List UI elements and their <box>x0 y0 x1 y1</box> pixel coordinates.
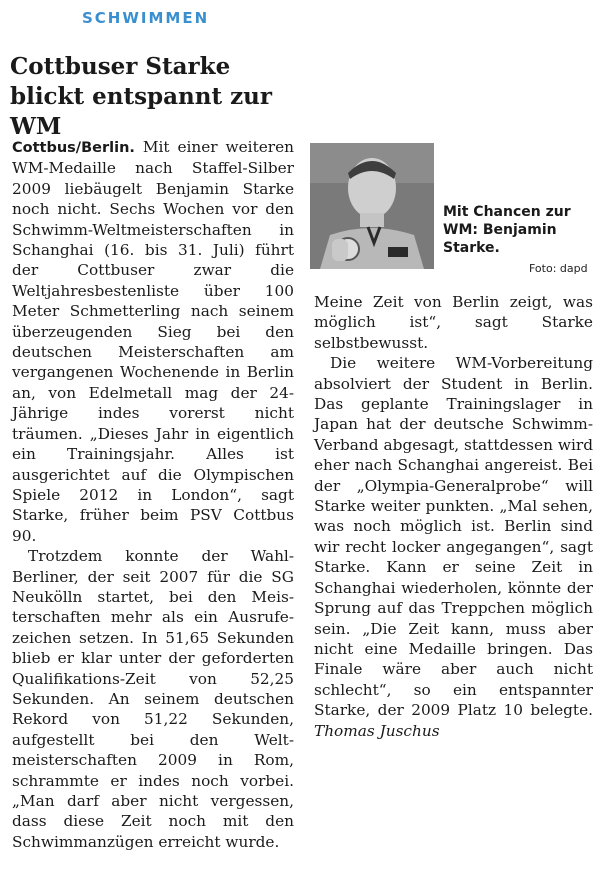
swimmer-photo <box>310 143 434 269</box>
swimmer-photo-image <box>310 143 434 269</box>
photo-caption: Mit Chancen zur WM: Benjamin Starke. <box>443 204 571 256</box>
article-paragraph-3 <box>314 353 593 741</box>
paragraph-3-text: Die weitere WM-Vorbereitung absolviert der Student in Berlin. Das geplante Trainingslager in Japan hat der deutsche Schwimm-Verband abgesagt, stattdessen wird eher nach Schanghai angereist. Bei der „Olympia-Generalprobe“ will Starke weiter punkten. „Mal sehen, was noch möglich ist. Berlin sind wir recht locker angegangen“, sagt Starke. Kann er seine Zeit in Schanghai wiederholen, könnte der Sprung auf das Treppchen möglich sein. „Die Zeit kann, muss aber nicht eine Medaille bringen. Das Finale wäre aber auch nicht schlecht“, so ein entspannter Starke, der 2009 Platz 10 belegte. <box>314 354 593 720</box>
headline: Cottbuser Starke blickt entspannt zur WM <box>10 53 273 140</box>
photo-credit: Foto: dapd <box>529 262 588 275</box>
article-paragraph-2: Trotzdem konnte der Wahl-Berliner, der seit 2007 für die SG Neukölln startet, bei den Meisterschaften mehr als ein Ausrufezeichen setzen. In 51,65 Sekunden blieb er klar unter der geforderten Qualifikations-Zeit von 52,25 Sekunden. An seinem deutschen Rekord von 51,22 Sekunden, aufgestellt bei den Weltmeisterschaften 2009 in Rom, schrammte er indes noch vorbei. „Man darf aber nicht vergessen, dass diese Zeit noch mit den Schwimmanzügen erreicht wurde. <box>12 547 294 851</box>
article-column-2 <box>314 292 593 741</box>
article-paragraph-1 <box>12 137 294 546</box>
author-byline: Thomas Juschus <box>314 721 440 740</box>
paragraph-1-text: Mit einer weiteren WM-Medaille nach Staffel-Silber 2009 liebäugelt Benjamin Starke noch nicht. Sechs Wochen vor den Schwimm-Weltmeisterschaften in Schanghai (16. bis 31. Juli) führt der Cottbuser zwar die Weltjahresbestenliste über 100 Meter Schmetterling nach seinem überzeugenden Sieg bei den deutschen Meisterschaften am vergangenen Wochenende in Berlin an, von Edelmetall mag der 24-Jährige indes vorerst nicht träumen. „Dieses Jahr in eigentlich ein Trainingsjahr. Alles ist ausgerichtet auf die Olympischen Spiele 2012 in London“, sagt Starke, früher beim PSV Cottbus 90. <box>12 138 294 545</box>
article-paragraph-2-continued: Meine Zeit von Berlin zeigt, was möglich ist“, sagt Starke selbstbewusst. <box>314 293 593 352</box>
section-kicker: SCHWIMMEN <box>82 9 210 27</box>
dateline: Cottbus/Berlin. <box>12 140 135 156</box>
article-column-1 <box>12 137 294 852</box>
